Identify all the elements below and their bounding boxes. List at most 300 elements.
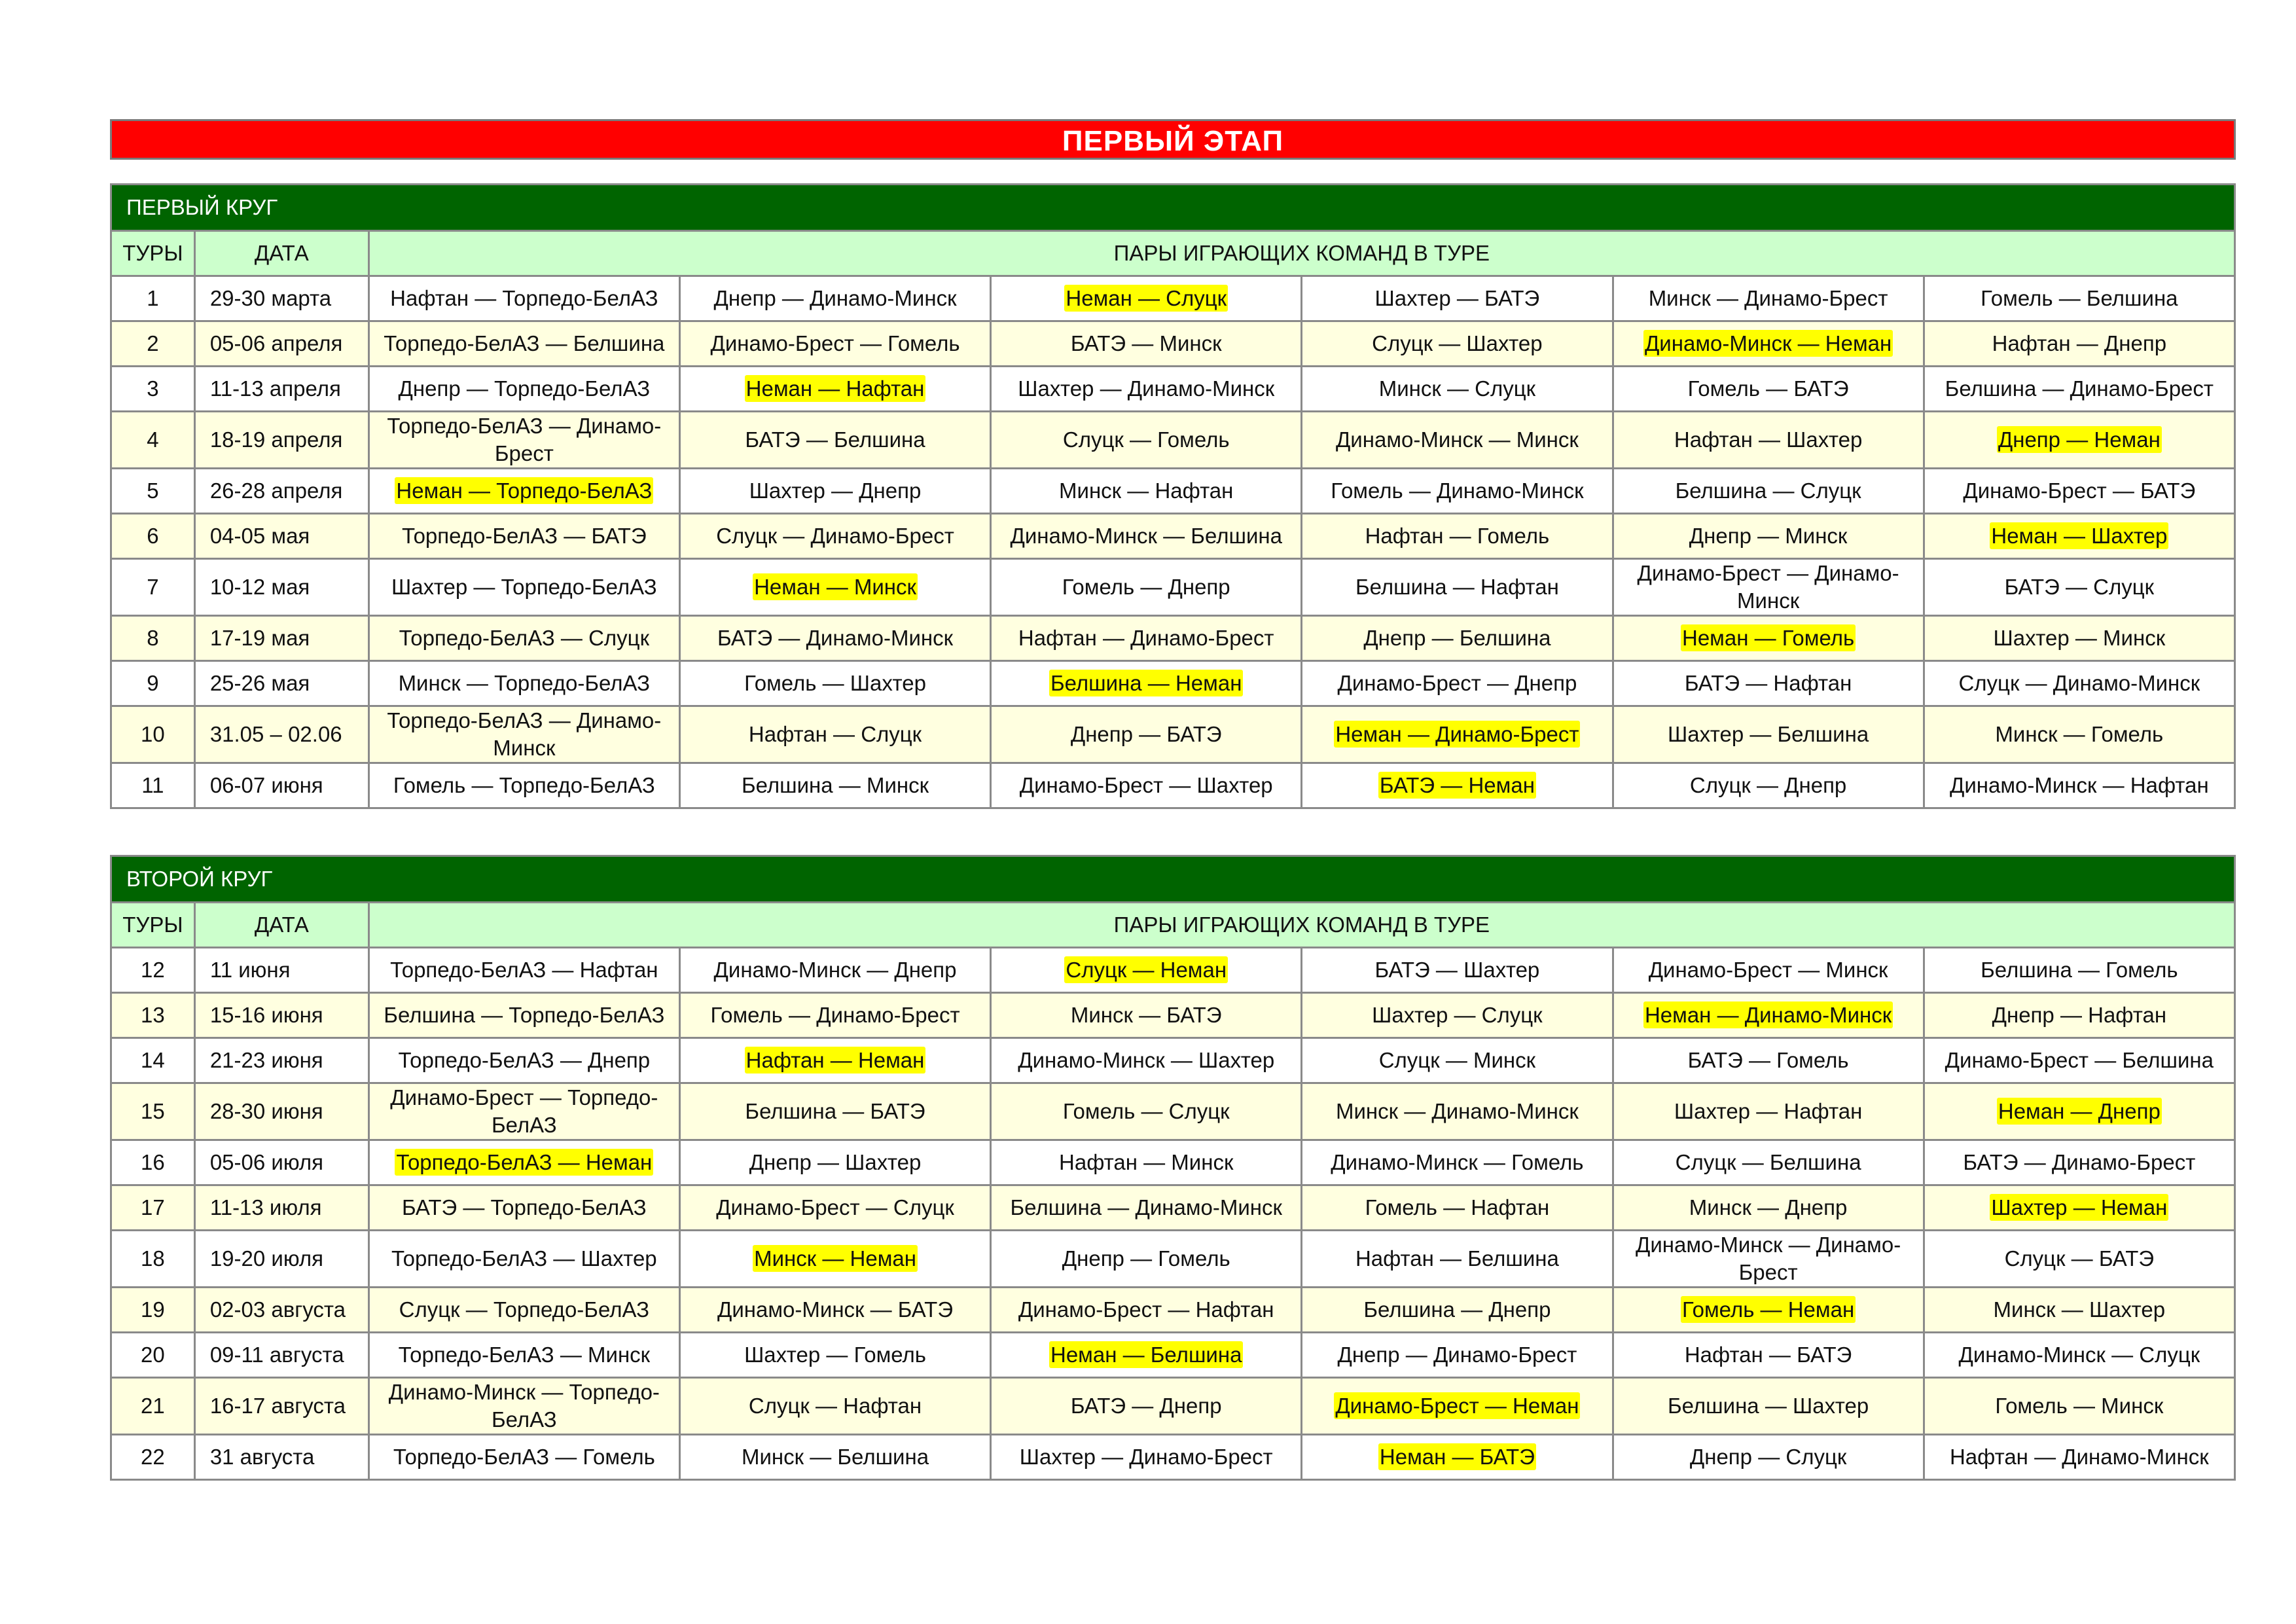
match-pair: Торпедо-БелАЗ — Динамо-Брест bbox=[387, 414, 662, 465]
schedule-page bbox=[110, 119, 2236, 1481]
tour-date: 28-30 июня bbox=[194, 1083, 368, 1140]
round-title: ВТОРОЙ КРУГ bbox=[111, 856, 2235, 903]
match-cell bbox=[1613, 412, 1924, 469]
match-cell bbox=[368, 1333, 679, 1378]
match-cell bbox=[1613, 616, 1924, 661]
highlighted-match: Гомель — Неман bbox=[1681, 1297, 1855, 1322]
match-pair: Нафтан — Слуцк bbox=[748, 722, 922, 746]
match-cell bbox=[679, 706, 990, 763]
match-cell bbox=[368, 1038, 679, 1083]
match-pair: Шахтер — Днепр bbox=[749, 478, 922, 503]
match-cell bbox=[1302, 661, 1613, 706]
match-cell bbox=[368, 993, 679, 1038]
highlighted-match: Неман — Нафтан bbox=[745, 376, 925, 401]
match-cell bbox=[1613, 1185, 1924, 1231]
match-pair: Торпедо-БелАЗ — БАТЭ bbox=[401, 524, 647, 548]
match-cell bbox=[1613, 661, 1924, 706]
match-cell bbox=[1302, 412, 1613, 469]
table-row bbox=[111, 1038, 2235, 1083]
match-cell bbox=[1613, 321, 1924, 367]
tour-number: 3 bbox=[111, 367, 195, 412]
match-pair: Шахтер — Торпедо-БелАЗ bbox=[391, 575, 657, 599]
match-pair: Днепр — Шахтер bbox=[749, 1150, 922, 1174]
match-pair: Гомель — Белшина bbox=[1981, 286, 2178, 310]
table-row bbox=[111, 1288, 2235, 1333]
match-pair: БАТЭ — Днепр bbox=[1070, 1394, 1222, 1418]
table-row bbox=[111, 616, 2235, 661]
match-pair: Шахтер — Динамо-Брест bbox=[1019, 1445, 1273, 1469]
match-cell bbox=[1924, 706, 2234, 763]
section-gap bbox=[110, 809, 2236, 855]
match-cell bbox=[679, 1435, 990, 1480]
header-tour: ТУРЫ bbox=[111, 903, 195, 948]
match-pair: Динамо-Брест — Шахтер bbox=[1019, 773, 1273, 797]
match-cell bbox=[1302, 948, 1613, 993]
header-pairs: ПАРЫ ИГРАЮЩИХ КОМАНД В ТУРЕ bbox=[368, 903, 2234, 948]
match-pair: БАТЭ — Нафтан bbox=[1684, 671, 1852, 695]
match-cell bbox=[991, 1185, 1302, 1231]
table-row bbox=[111, 1333, 2235, 1378]
match-pair: Динамо-Минск — Минск bbox=[1335, 427, 1579, 452]
highlighted-match: Динамо-Минск — Неман bbox=[1644, 331, 1892, 355]
match-pair: Гомель — Шахтер bbox=[744, 671, 926, 695]
match-pair: Слуцк — Динамо-Брест bbox=[716, 524, 954, 548]
match-cell bbox=[1613, 1333, 1924, 1378]
match-cell bbox=[1302, 1333, 1613, 1378]
match-pair: Торпедо-БелАЗ — Шахтер bbox=[391, 1246, 657, 1271]
tour-date: 29-30 марта bbox=[194, 276, 368, 321]
match-cell bbox=[1613, 763, 1924, 808]
match-pair: Динамо-Брест — Слуцк bbox=[716, 1195, 954, 1219]
match-pair: БАТЭ — Гомель bbox=[1687, 1048, 1849, 1072]
tour-date: 11-13 апреля bbox=[194, 367, 368, 412]
match-cell bbox=[1302, 321, 1613, 367]
match-cell bbox=[679, 1231, 990, 1288]
match-pair: Днепр — Динамо-Минск bbox=[713, 286, 957, 310]
header-tour: ТУРЫ bbox=[111, 231, 195, 276]
match-cell bbox=[368, 412, 679, 469]
match-pair: Гомель — Динамо-Минск bbox=[1331, 478, 1584, 503]
match-cell bbox=[1924, 1083, 2234, 1140]
match-pair: Минск — Слуцк bbox=[1378, 376, 1536, 401]
match-cell bbox=[1302, 1140, 1613, 1185]
match-pair: БАТЭ — Минск bbox=[1070, 331, 1222, 355]
match-cell bbox=[991, 367, 1302, 412]
match-pair: БАТЭ — Динамо-Брест bbox=[1963, 1150, 2196, 1174]
match-cell bbox=[1924, 514, 2234, 559]
highlighted-match: Белшина — Неман bbox=[1050, 671, 1242, 695]
match-pair: Динамо-Брест — Минск bbox=[1648, 958, 1888, 982]
match-pair: Нафтан — Минск bbox=[1059, 1150, 1234, 1174]
match-pair: Нафтан — Шахтер bbox=[1674, 427, 1863, 452]
highlighted-match: Шахтер — Неман bbox=[1991, 1195, 2168, 1219]
match-cell bbox=[679, 321, 990, 367]
match-pair: Шахтер — Динамо-Минск bbox=[1018, 376, 1275, 401]
match-cell bbox=[679, 1038, 990, 1083]
match-cell bbox=[1613, 1140, 1924, 1185]
tour-date: 05-06 июля bbox=[194, 1140, 368, 1185]
match-pair: БАТЭ — Белшина bbox=[745, 427, 925, 452]
tour-number: 17 bbox=[111, 1185, 195, 1231]
match-pair: Гомель — Минск bbox=[1995, 1394, 2164, 1418]
tour-date: 17-19 мая bbox=[194, 616, 368, 661]
match-cell bbox=[1924, 367, 2234, 412]
match-cell bbox=[1302, 706, 1613, 763]
match-pair: Шахтер — БАТЭ bbox=[1374, 286, 1540, 310]
match-pair: БАТЭ — Слуцк bbox=[2004, 575, 2155, 599]
match-cell bbox=[1302, 1378, 1613, 1435]
match-pair: Днепр — Динамо-Брест bbox=[1337, 1343, 1577, 1367]
tour-number: 9 bbox=[111, 661, 195, 706]
match-cell bbox=[1924, 616, 2234, 661]
highlighted-match: Неман — Гомель bbox=[1681, 626, 1855, 650]
match-pair: Шахтер — Минск bbox=[1993, 626, 2166, 650]
match-cell bbox=[991, 993, 1302, 1038]
match-cell bbox=[368, 1231, 679, 1288]
match-cell bbox=[1613, 1231, 1924, 1288]
match-pair: Белшина — Динамо-Брест bbox=[1945, 376, 2214, 401]
match-pair: Минск — Динамо-Минск bbox=[1335, 1099, 1579, 1123]
match-pair: БАТЭ — Шахтер bbox=[1374, 958, 1540, 982]
match-cell bbox=[368, 367, 679, 412]
match-cell bbox=[1302, 993, 1613, 1038]
tour-number: 15 bbox=[111, 1083, 195, 1140]
match-pair: Динамо-Минск — БАТЭ bbox=[717, 1297, 954, 1322]
match-pair: Динамо-Брест — Динамо-Минск bbox=[1637, 561, 1899, 613]
match-pair: Белшина — Минск bbox=[741, 773, 929, 797]
match-cell bbox=[679, 469, 990, 514]
table-row bbox=[111, 1378, 2235, 1435]
tour-date: 11-13 июля bbox=[194, 1185, 368, 1231]
match-pair: Белшина — Шахтер bbox=[1668, 1394, 1869, 1418]
match-pair: Слуцк — Шахтер bbox=[1372, 331, 1543, 355]
header-date: ДАТА bbox=[194, 903, 368, 948]
match-pair: Торпедо-БелАЗ — Нафтан bbox=[390, 958, 658, 982]
match-cell bbox=[991, 1083, 1302, 1140]
match-cell bbox=[1302, 1288, 1613, 1333]
match-cell bbox=[1302, 276, 1613, 321]
match-pair: Гомель — БАТЭ bbox=[1687, 376, 1849, 401]
table-row bbox=[111, 1185, 2235, 1231]
match-cell bbox=[1613, 1435, 1924, 1480]
table-row bbox=[111, 514, 2235, 559]
table-row bbox=[111, 763, 2235, 808]
match-cell bbox=[1302, 616, 1613, 661]
match-pair: Днепр — БАТЭ bbox=[1070, 722, 1222, 746]
match-cell bbox=[679, 1333, 990, 1378]
match-pair: Минск — Белшина bbox=[741, 1445, 929, 1469]
highlighted-match: Динамо-Брест — Неман bbox=[1335, 1394, 1579, 1418]
table-row bbox=[111, 1231, 2235, 1288]
match-cell bbox=[368, 559, 679, 616]
match-pair: Слуцк — БАТЭ bbox=[2004, 1246, 2155, 1271]
match-cell bbox=[1924, 763, 2234, 808]
match-cell bbox=[991, 661, 1302, 706]
highlighted-match: Неман — Днепр bbox=[1998, 1099, 2161, 1123]
round-table bbox=[110, 183, 2236, 809]
match-cell bbox=[991, 412, 1302, 469]
match-cell bbox=[991, 1378, 1302, 1435]
match-pair: Днепр — Гомель bbox=[1062, 1246, 1230, 1271]
section-gap bbox=[110, 160, 2236, 183]
tour-date: 18-19 апреля bbox=[194, 412, 368, 469]
table-row bbox=[111, 1140, 2235, 1185]
tour-date: 21-23 июня bbox=[194, 1038, 368, 1083]
tour-number: 13 bbox=[111, 993, 195, 1038]
highlighted-match: Неман — Белшина bbox=[1050, 1343, 1242, 1367]
match-cell bbox=[1924, 1038, 2234, 1083]
table-row bbox=[111, 1435, 2235, 1480]
match-cell bbox=[991, 321, 1302, 367]
match-pair: Днепр — Нафтан bbox=[1992, 1003, 2167, 1027]
match-cell bbox=[368, 706, 679, 763]
match-pair: Динамо-Брест — Торпедо-БелАЗ bbox=[390, 1085, 658, 1137]
tour-number: 22 bbox=[111, 1435, 195, 1480]
table-row bbox=[111, 948, 2235, 993]
table-row bbox=[111, 276, 2235, 321]
round-table bbox=[110, 855, 2236, 1481]
match-cell bbox=[1613, 559, 1924, 616]
match-pair: Нафтан — Динамо-Брест bbox=[1018, 626, 1274, 650]
match-cell bbox=[679, 993, 990, 1038]
tour-date: 31 августа bbox=[194, 1435, 368, 1480]
table-row bbox=[111, 706, 2235, 763]
match-cell bbox=[991, 514, 1302, 559]
match-pair: Белшина — Гомель bbox=[1981, 958, 2178, 982]
match-cell bbox=[679, 763, 990, 808]
match-cell bbox=[1302, 367, 1613, 412]
match-pair: БАТЭ — Торпедо-БелАЗ bbox=[401, 1195, 647, 1219]
match-cell bbox=[679, 1288, 990, 1333]
match-pair: Слуцк — Динамо-Минск bbox=[1958, 671, 2200, 695]
match-pair: Нафтан — Торпедо-БелАЗ bbox=[390, 286, 658, 310]
highlighted-match: Слуцк — Неман bbox=[1066, 958, 1227, 982]
match-pair: Минск — БАТЭ bbox=[1070, 1003, 1222, 1027]
match-cell bbox=[679, 367, 990, 412]
match-pair: Торпедо-БелАЗ — Гомель bbox=[393, 1445, 655, 1469]
match-cell bbox=[991, 1288, 1302, 1333]
match-pair: Минск — Днепр bbox=[1689, 1195, 1848, 1219]
match-cell bbox=[1302, 1083, 1613, 1140]
match-cell bbox=[1613, 367, 1924, 412]
tour-date: 15-16 июня bbox=[194, 993, 368, 1038]
match-cell bbox=[1924, 1435, 2234, 1480]
match-pair: Динамо-Брест — Нафтан bbox=[1018, 1297, 1274, 1322]
match-pair: Нафтан — БАТЭ bbox=[1684, 1343, 1852, 1367]
match-cell bbox=[1613, 1038, 1924, 1083]
table-row bbox=[111, 661, 2235, 706]
highlighted-match: Неман — Динамо-Минск bbox=[1644, 1003, 1892, 1027]
stage-title: ПЕРВЫЙ ЭТАП bbox=[110, 119, 2236, 160]
match-pair: Нафтан — Динамо-Минск bbox=[1949, 1445, 2209, 1469]
tour-number: 16 bbox=[111, 1140, 195, 1185]
match-cell bbox=[1924, 1288, 2234, 1333]
match-pair: Слуцк — Торпедо-БелАЗ bbox=[399, 1297, 650, 1322]
table-row bbox=[111, 559, 2235, 616]
match-pair: Минск — Нафтан bbox=[1059, 478, 1234, 503]
match-pair: Динамо-Брест — Гомель bbox=[710, 331, 960, 355]
match-pair: Днепр — Белшина bbox=[1363, 626, 1551, 650]
match-cell bbox=[679, 276, 990, 321]
match-cell bbox=[1613, 1378, 1924, 1435]
match-cell bbox=[1924, 559, 2234, 616]
match-pair: Динамо-Минск — Нафтан bbox=[1949, 773, 2209, 797]
highlighted-match: Неман — Динамо-Брест bbox=[1335, 722, 1579, 746]
match-cell bbox=[1924, 412, 2234, 469]
match-pair: Торпедо-БелАЗ — Днепр bbox=[398, 1048, 651, 1072]
match-cell bbox=[679, 616, 990, 661]
highlighted-match: Нафтан — Неман bbox=[745, 1048, 925, 1072]
tour-date: 31.05 – 02.06 bbox=[194, 706, 368, 763]
match-pair: Слуцк — Гомель bbox=[1062, 427, 1230, 452]
match-cell bbox=[991, 706, 1302, 763]
match-cell bbox=[1613, 948, 1924, 993]
match-pair: Торпедо-БелАЗ — Динамо-Минск bbox=[387, 708, 662, 760]
match-cell bbox=[1924, 1378, 2234, 1435]
match-cell bbox=[1613, 469, 1924, 514]
match-cell bbox=[991, 1140, 1302, 1185]
match-pair: Динамо-Минск — Белшина bbox=[1010, 524, 1282, 548]
header-row bbox=[111, 903, 2235, 948]
tour-number: 6 bbox=[111, 514, 195, 559]
highlighted-match: Неман — Шахтер bbox=[1991, 524, 2168, 548]
match-cell bbox=[991, 948, 1302, 993]
match-pair: Слуцк — Нафтан bbox=[748, 1394, 922, 1418]
tour-date: 05-06 апреля bbox=[194, 321, 368, 367]
match-cell bbox=[1924, 1231, 2234, 1288]
match-cell bbox=[1613, 514, 1924, 559]
tour-number: 11 bbox=[111, 763, 195, 808]
tour-number: 1 bbox=[111, 276, 195, 321]
tour-date: 16-17 августа bbox=[194, 1378, 368, 1435]
match-cell bbox=[1924, 321, 2234, 367]
match-cell bbox=[991, 1231, 1302, 1288]
tour-date: 11 июня bbox=[194, 948, 368, 993]
match-cell bbox=[679, 661, 990, 706]
match-cell bbox=[1613, 276, 1924, 321]
match-pair: Слуцк — Белшина bbox=[1675, 1150, 1861, 1174]
table-row bbox=[111, 993, 2235, 1038]
match-cell bbox=[368, 763, 679, 808]
match-pair: Торпедо-БелАЗ — Белшина bbox=[384, 331, 665, 355]
tour-number: 7 bbox=[111, 559, 195, 616]
match-cell bbox=[991, 469, 1302, 514]
highlighted-match: БАТЭ — Неман bbox=[1379, 773, 1535, 797]
match-pair: Слуцк — Минск bbox=[1378, 1048, 1536, 1072]
match-pair: Белшина — Нафтан bbox=[1355, 575, 1559, 599]
match-cell bbox=[368, 514, 679, 559]
tour-number: 5 bbox=[111, 469, 195, 514]
highlighted-match: Днепр — Неман bbox=[1998, 427, 2161, 452]
match-cell bbox=[368, 661, 679, 706]
match-pair: Гомель — Торпедо-БелАЗ bbox=[393, 773, 655, 797]
rounds-container bbox=[110, 160, 2236, 1481]
match-pair: Динамо-Брест — Белшина bbox=[1945, 1048, 2214, 1072]
match-cell bbox=[991, 616, 1302, 661]
match-cell bbox=[1924, 948, 2234, 993]
match-pair: Гомель — Днепр bbox=[1062, 575, 1230, 599]
match-cell bbox=[368, 1185, 679, 1231]
round-title: ПЕРВЫЙ КРУГ bbox=[111, 185, 2235, 231]
match-pair: Минск — Динамо-Брест bbox=[1648, 286, 1888, 310]
match-cell bbox=[991, 559, 1302, 616]
highlighted-match: Неман — БАТЭ bbox=[1379, 1445, 1535, 1469]
tour-number: 10 bbox=[111, 706, 195, 763]
tour-date: 06-07 июня bbox=[194, 763, 368, 808]
tour-date: 26-28 апреля bbox=[194, 469, 368, 514]
highlighted-match: Неман — Минск bbox=[754, 575, 916, 599]
match-cell bbox=[991, 276, 1302, 321]
match-cell bbox=[368, 276, 679, 321]
match-cell bbox=[1302, 763, 1613, 808]
header-date: ДАТА bbox=[194, 231, 368, 276]
match-cell bbox=[1302, 1435, 1613, 1480]
match-pair: Минск — Гомель bbox=[1995, 722, 2164, 746]
match-pair: Белшина — Слуцк bbox=[1675, 478, 1861, 503]
match-cell bbox=[1924, 1333, 2234, 1378]
match-pair: Нафтан — Гомель bbox=[1365, 524, 1550, 548]
match-cell bbox=[368, 616, 679, 661]
match-cell bbox=[368, 1140, 679, 1185]
highlighted-match: Минск — Неман bbox=[754, 1246, 916, 1271]
match-pair: Гомель — Слуцк bbox=[1062, 1099, 1230, 1123]
match-cell bbox=[1302, 1038, 1613, 1083]
match-pair: Динамо-Минск — Динамо-Брест bbox=[1635, 1233, 1901, 1284]
match-cell bbox=[368, 1378, 679, 1435]
match-cell bbox=[368, 1435, 679, 1480]
match-pair: Белшина — Торпедо-БелАЗ bbox=[384, 1003, 665, 1027]
match-pair: Торпедо-БелАЗ — Минск bbox=[398, 1343, 651, 1367]
tour-date: 10-12 мая bbox=[194, 559, 368, 616]
tour-number: 19 bbox=[111, 1288, 195, 1333]
match-cell bbox=[368, 469, 679, 514]
match-pair: Динамо-Минск — Торпедо-БелАЗ bbox=[388, 1380, 660, 1432]
match-pair: Динамо-Минск — Гомель bbox=[1331, 1150, 1584, 1174]
match-cell bbox=[679, 412, 990, 469]
highlighted-match: Неман — Слуцк bbox=[1066, 286, 1227, 310]
table-row bbox=[111, 412, 2235, 469]
tour-number: 2 bbox=[111, 321, 195, 367]
match-cell bbox=[368, 1083, 679, 1140]
match-cell bbox=[679, 1378, 990, 1435]
match-pair: Днепр — Минск bbox=[1689, 524, 1848, 548]
match-cell bbox=[368, 1288, 679, 1333]
highlighted-match: Неман — Торпедо-БелАЗ bbox=[396, 478, 653, 503]
match-pair: Белшина — БАТЭ bbox=[745, 1099, 925, 1123]
tour-number: 4 bbox=[111, 412, 195, 469]
match-cell bbox=[991, 1333, 1302, 1378]
match-cell bbox=[1613, 1288, 1924, 1333]
match-pair: Нафтан — Днепр bbox=[1992, 331, 2167, 355]
match-pair: Слуцк — Днепр bbox=[1689, 773, 1847, 797]
match-pair: Нафтан — Белшина bbox=[1355, 1246, 1559, 1271]
match-cell bbox=[1924, 1185, 2234, 1231]
match-cell bbox=[1302, 559, 1613, 616]
match-cell bbox=[368, 948, 679, 993]
match-pair: Шахтер — Гомель bbox=[744, 1343, 926, 1367]
tour-number: 18 bbox=[111, 1231, 195, 1288]
match-pair: Динамо-Минск — Днепр bbox=[713, 958, 957, 982]
match-pair: Шахтер — Белшина bbox=[1668, 722, 1869, 746]
match-cell bbox=[1924, 469, 2234, 514]
match-pair: Днепр — Слуцк bbox=[1689, 1445, 1847, 1469]
match-pair: Динамо-Брест — БАТЭ bbox=[1963, 478, 2196, 503]
table-row bbox=[111, 367, 2235, 412]
match-pair: БАТЭ — Динамо-Минск bbox=[717, 626, 954, 650]
match-cell bbox=[679, 1083, 990, 1140]
match-pair: Гомель — Динамо-Брест bbox=[710, 1003, 960, 1027]
match-cell bbox=[1302, 514, 1613, 559]
